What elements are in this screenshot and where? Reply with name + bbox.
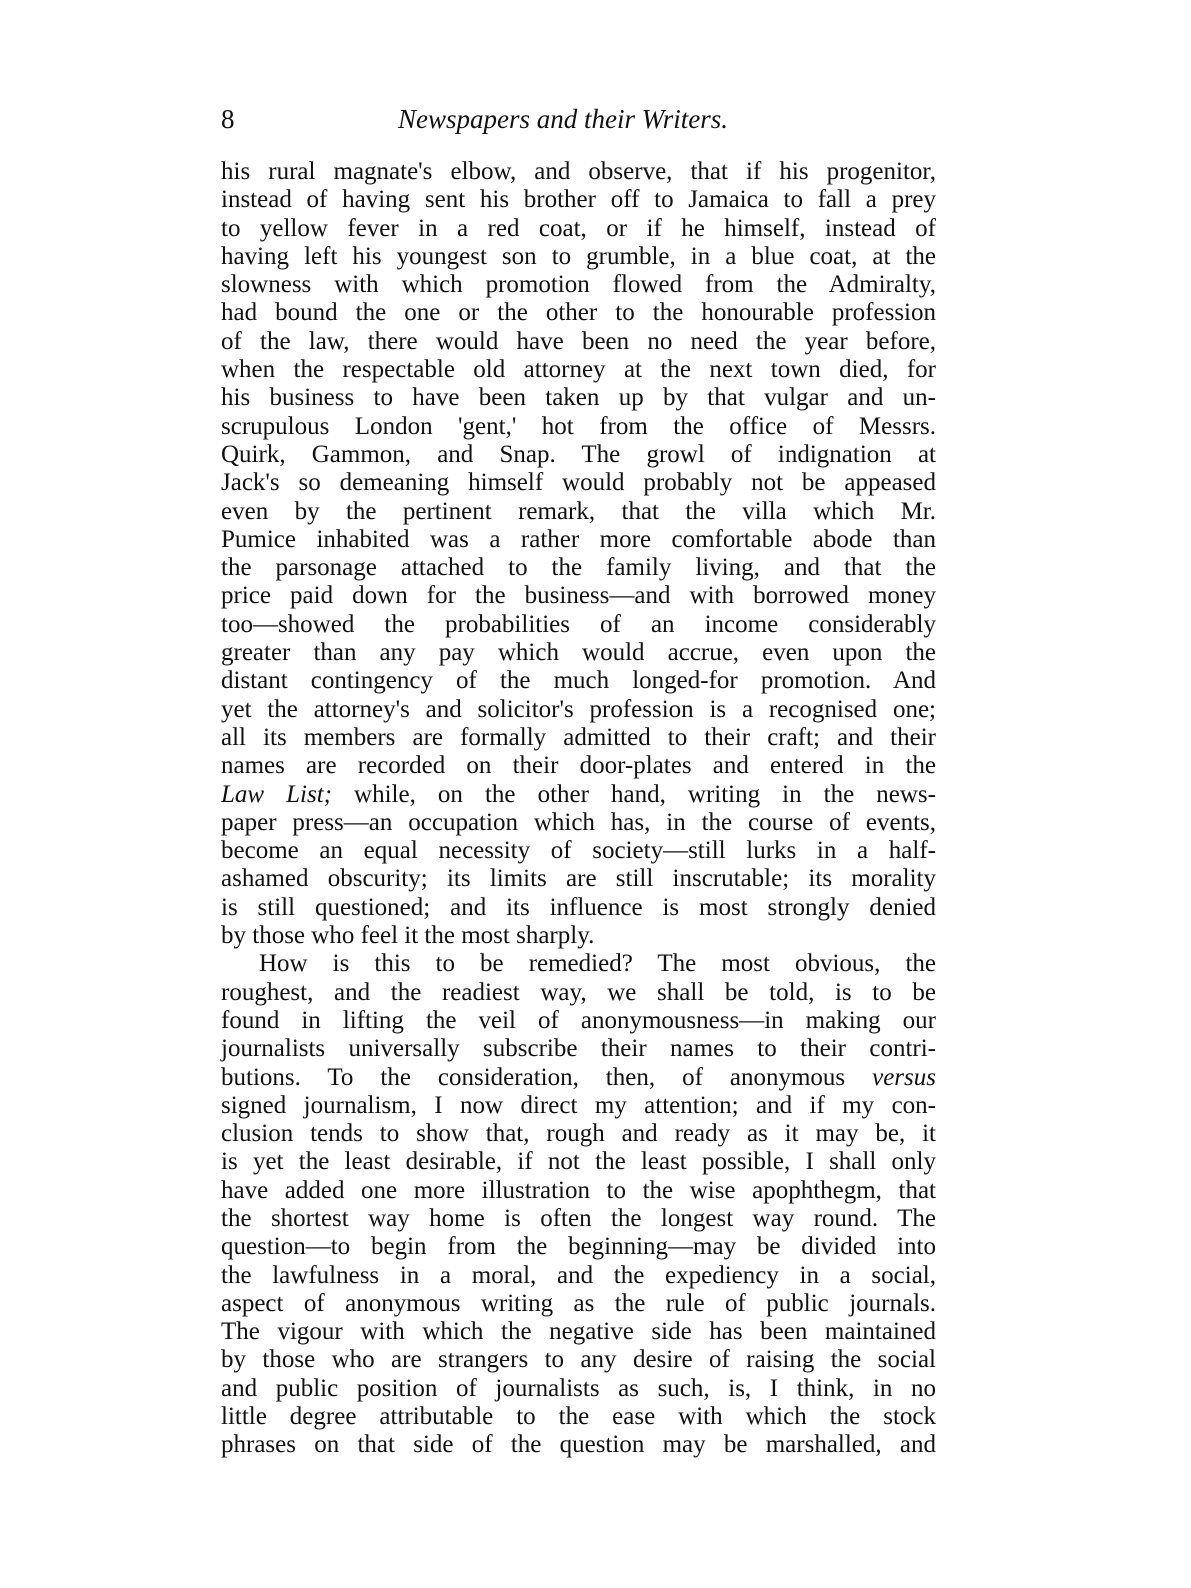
- text-line: even by the pertinent remark, that the villa which Mr.: [221, 497, 936, 525]
- text-line: journalists universally subscribe their names to their contri-: [221, 1035, 936, 1063]
- text-line: yet the attorney's and solicitor's profession is a recognised one;: [221, 695, 936, 723]
- text-line: having left his youngest son to grumble, in a blue coat, at the: [221, 242, 936, 270]
- text-line: to yellow fever in a red coat, or if he himself, instead of: [221, 214, 936, 242]
- text-line: his rural magnate's elbow, and observe, that if his progenitor,: [221, 158, 936, 185]
- text-line: his business to have been taken up by that vulgar and un-: [221, 384, 936, 412]
- text-line: paper press—an occupation which has, in the course of events,: [221, 808, 936, 836]
- text-line: price paid down for the business—and with borrowed money: [221, 582, 936, 610]
- paragraph-end-line: by those who feel it the most sharply.: [221, 922, 595, 950]
- text-line: greater than any pay which would accrue, even upon the: [221, 639, 936, 667]
- text-line: roughest, and the readiest way, we shall be told, is to be: [221, 978, 936, 1006]
- text-line: when the respectable old attorney at the next town died, for: [221, 356, 936, 384]
- text-line-versus: [221, 1064, 936, 1092]
- body-text: [221, 158, 936, 1460]
- text-line: the parsonage attached to the family living, and that the: [221, 554, 936, 582]
- text-line: the lawfulness in a moral, and the expediency in a social,: [221, 1261, 936, 1289]
- paragraph-start-line: How is this to be remedied? The most obvious, the: [259, 950, 936, 978]
- running-title: Newspapers and their Writers.: [398, 104, 729, 134]
- text-line: is yet the least desirable, if not the least possible, I shall only: [221, 1148, 936, 1176]
- text-line: the shortest way home is often the longest way round. The: [221, 1204, 936, 1232]
- text-line: clusion tends to show that, rough and ready as it may be, it: [221, 1120, 936, 1148]
- text-line: and public position of journalists as such, is, I think, in no: [221, 1374, 936, 1402]
- text-line: have added one more illustration to the wise apophthegm, that: [221, 1176, 936, 1204]
- text-line: distant contingency of the much longed-for promotion. And: [221, 667, 936, 695]
- text-line: Jack's so demeaning himself would probably not be appeased: [221, 469, 936, 497]
- text-line: Pumice inhabited was a rather more comfortable abode than: [221, 525, 936, 553]
- text-line: slowness with which promotion flowed from the Admiralty,: [221, 271, 936, 299]
- text-line: signed journalism, I now direct my attention; and if my con-: [221, 1091, 936, 1119]
- page-number: 8: [221, 104, 235, 134]
- text-line: names are recorded on their door-plates and entered in the: [221, 752, 936, 780]
- text-line: Quirk, Gammon, and Snap. The growl of indignation at: [221, 440, 936, 468]
- text-line: scrupulous London 'gent,' hot from the office of Messrs.: [221, 412, 936, 440]
- text-line: phrases on that side of the question may be marshalled, and: [221, 1431, 936, 1459]
- text-line: by those who are strangers to any desire of raising the social: [221, 1346, 936, 1374]
- text-line: all its members are formally admitted to their craft; and their: [221, 723, 936, 751]
- text-line: ashamed obscurity; its limits are still inscrutable; its morality: [221, 865, 936, 893]
- text-line-prefix: butions. To the consideration, then, of anonymous: [221, 1063, 873, 1091]
- text-line: of the law, there would have been no need the year before,: [221, 327, 936, 355]
- italic-word-versus: versus: [872, 1063, 936, 1091]
- text-line-law-list: [221, 781, 936, 809]
- text-line-remainder: while, on the other hand, writing in the news-: [332, 780, 936, 808]
- text-line: little degree attributable to the ease with which the stock: [221, 1403, 936, 1431]
- text-line: had bound the one or the other to the honourable profession: [221, 299, 936, 327]
- text-line: instead of having sent his brother off to Jamaica to fall a prey: [221, 186, 936, 214]
- text-line: is still questioned; and its influence is most strongly denied: [221, 893, 936, 921]
- text-line: too—showed the probabilities of an income considerably: [221, 610, 936, 638]
- text-line: The vigour with which the negative side has been maintained: [221, 1318, 936, 1346]
- text-line: aspect of anonymous writing as the rule of public journals.: [221, 1289, 936, 1317]
- text-line: become an equal necessity of society—still lurks in a half-: [221, 837, 936, 865]
- text-line: question—to begin from the beginning—may be divided into: [221, 1233, 936, 1261]
- italic-title-law-list: Law List;: [221, 780, 332, 808]
- text-line: found in lifting the veil of anonymousness—in making our: [221, 1006, 936, 1034]
